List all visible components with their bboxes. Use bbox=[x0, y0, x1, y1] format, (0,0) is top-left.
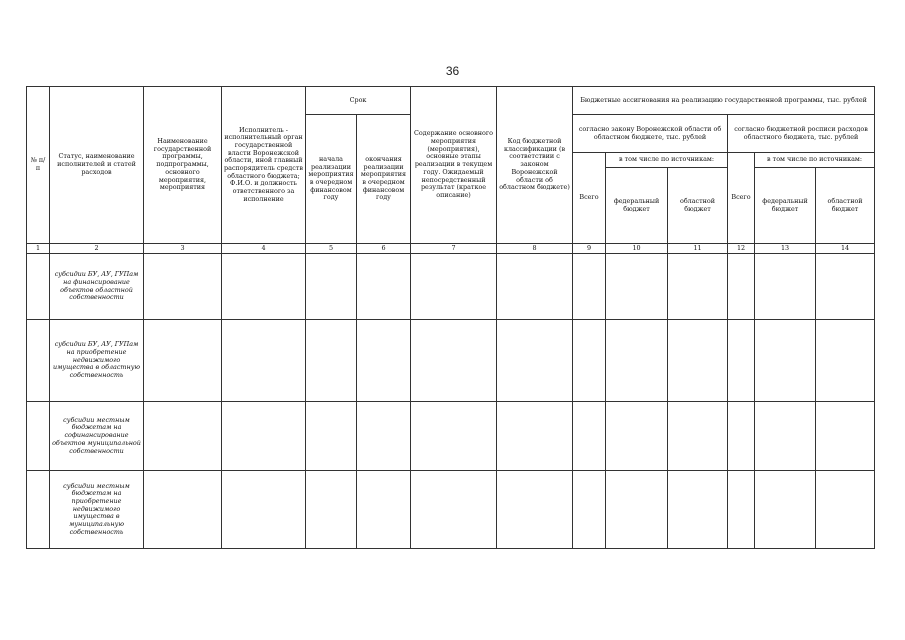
column-number: 6 bbox=[357, 244, 411, 254]
header-list-total: Всего bbox=[728, 153, 755, 244]
header-srok: Срок bbox=[306, 87, 411, 115]
table-cell bbox=[357, 254, 411, 320]
header-law-federal: федеральный бюджет bbox=[606, 168, 668, 244]
table-cell bbox=[606, 254, 668, 320]
table-cell bbox=[668, 320, 728, 402]
table-cell bbox=[144, 471, 222, 549]
table-cell bbox=[357, 402, 411, 471]
table-cell bbox=[606, 471, 668, 549]
header-law-group: согласно закону Воронежской области об областном бюджете, тыс. рублей bbox=[573, 115, 728, 153]
budget-table bbox=[26, 86, 875, 549]
table-cell bbox=[27, 320, 50, 402]
table-cell bbox=[306, 254, 357, 320]
page-number: 36 bbox=[445, 64, 460, 78]
header-name: Наименование государственной программы, подпрограммы, основного мероприятия, мероприятия bbox=[144, 87, 222, 244]
table-cell bbox=[755, 471, 816, 549]
header-executor: Исполнитель - исполнительный орган государственной власти Воронежской области, иной главный распорядитель средств областного бюджета; Ф.И.О. и должность ответственного за исполнение bbox=[222, 87, 306, 244]
table-cell bbox=[816, 320, 875, 402]
table-cell bbox=[306, 320, 357, 402]
header-num: № п/п bbox=[27, 87, 50, 244]
table-cell bbox=[606, 320, 668, 402]
column-number: 2 bbox=[50, 244, 144, 254]
table-cell bbox=[27, 254, 50, 320]
table-cell bbox=[222, 320, 306, 402]
table-cell bbox=[668, 471, 728, 549]
table-cell bbox=[606, 402, 668, 471]
table-cell bbox=[816, 402, 875, 471]
table-cell bbox=[573, 471, 606, 549]
table-cell bbox=[222, 402, 306, 471]
header-list-federal: федеральный бюджет bbox=[755, 168, 816, 244]
table-cell bbox=[222, 254, 306, 320]
column-number: 1 bbox=[27, 244, 50, 254]
column-number: 10 bbox=[606, 244, 668, 254]
column-number: 4 bbox=[222, 244, 306, 254]
column-number: 9 bbox=[573, 244, 606, 254]
column-number: 11 bbox=[668, 244, 728, 254]
header-budget-title: Бюджетные ассигнования на реализацию государственной программы, тыс. рублей bbox=[573, 87, 875, 115]
table-cell bbox=[573, 402, 606, 471]
table-cell bbox=[144, 254, 222, 320]
table-cell bbox=[411, 320, 497, 402]
header-law-total: Всего bbox=[573, 153, 606, 244]
row-status: субсидии местным бюджетам на софинансирование объектов муниципальной собственности bbox=[50, 402, 144, 471]
table-cell bbox=[573, 320, 606, 402]
table-cell bbox=[668, 402, 728, 471]
row-status: субсидии БУ, АУ, ГУПам на приобретение недвижимого имущества в областную собственность bbox=[50, 320, 144, 402]
table-cell bbox=[755, 254, 816, 320]
header-srok-end: окончания реализации мероприятия в очередном финансовом году bbox=[357, 115, 411, 244]
column-number: 8 bbox=[497, 244, 573, 254]
table-cell bbox=[816, 471, 875, 549]
header-content: Содержание основного мероприятия (мероприятия), основные этапы реализации в текущем году. Ожидаемый непосредственный результат (краткое описание) bbox=[411, 87, 497, 244]
table-cell bbox=[668, 254, 728, 320]
header-list-sources: в том числе по источникам: bbox=[755, 153, 875, 168]
table-cell bbox=[144, 320, 222, 402]
table-cell bbox=[728, 471, 755, 549]
table-cell bbox=[27, 402, 50, 471]
table-cell bbox=[357, 320, 411, 402]
table-row bbox=[27, 471, 875, 549]
table-cell bbox=[411, 402, 497, 471]
table-cell bbox=[306, 402, 357, 471]
column-number: 5 bbox=[306, 244, 357, 254]
table-cell bbox=[728, 320, 755, 402]
table-cell bbox=[357, 471, 411, 549]
column-number-row bbox=[27, 244, 875, 254]
table-cell bbox=[755, 320, 816, 402]
header-law-regional: областной бюджет bbox=[668, 168, 728, 244]
column-number: 12 bbox=[728, 244, 755, 254]
column-number: 7 bbox=[411, 244, 497, 254]
table-row bbox=[27, 402, 875, 471]
table-cell bbox=[411, 254, 497, 320]
table-cell bbox=[222, 471, 306, 549]
table-cell bbox=[816, 254, 875, 320]
table-cell bbox=[306, 471, 357, 549]
table-cell bbox=[497, 254, 573, 320]
table-cell bbox=[573, 254, 606, 320]
row-status: субсидии БУ, АУ, ГУПам на финансирование объектов областной собственности bbox=[50, 254, 144, 320]
column-number: 14 bbox=[816, 244, 875, 254]
table-cell bbox=[728, 254, 755, 320]
table-cell bbox=[411, 471, 497, 549]
table-row bbox=[27, 320, 875, 402]
row-status: субсидии местным бюджетам на приобретение недвижимого имущества в муниципальную собственность bbox=[50, 471, 144, 549]
table-cell bbox=[728, 402, 755, 471]
header-srok-start: начала реализации мероприятия в очередном финансовом году bbox=[306, 115, 357, 244]
header-list-regional: областной бюджет bbox=[816, 168, 875, 244]
table-cell bbox=[497, 402, 573, 471]
column-number: 3 bbox=[144, 244, 222, 254]
table-row bbox=[27, 254, 875, 320]
table-cell bbox=[755, 402, 816, 471]
table-cell bbox=[497, 320, 573, 402]
table-cell bbox=[144, 402, 222, 471]
header-code: Код бюджетной классификации (в соответствии с законом Воронежской области об областном бюджете) bbox=[497, 87, 573, 244]
header-status: Статус, наименование исполнителей и статей расходов bbox=[50, 87, 144, 244]
table-cell bbox=[497, 471, 573, 549]
table-cell bbox=[27, 471, 50, 549]
column-number: 13 bbox=[755, 244, 816, 254]
header-list-group: согласно бюджетной росписи расходов областного бюджета, тыс. рублей bbox=[728, 115, 875, 153]
header-law-sources: в том числе по источникам: bbox=[606, 153, 728, 168]
